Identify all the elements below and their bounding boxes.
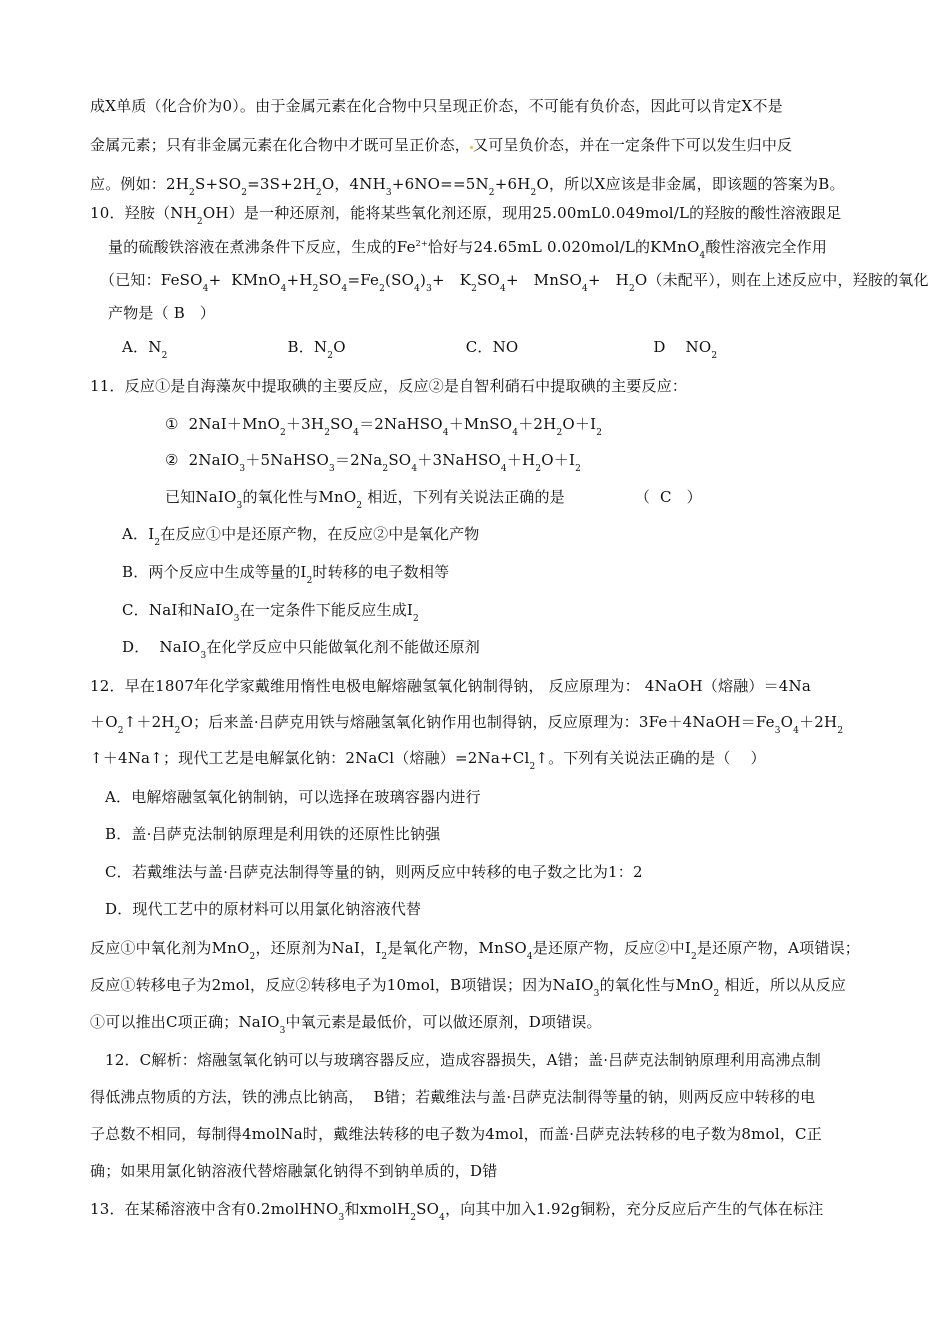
q11-stem: 已知NaIO$_3$的氧化性与MnO$_2$ 相近，下列有关说法正确的是 （ C ）: [165, 488, 702, 511]
q11-option-a: A．$I_2$在反应①中是还原产物，在反应②中是氧化产物: [122, 525, 480, 548]
q11-solution-line-3: ①可以推出C项正确；NaIO$_3$中氧元素是最低价，可以做还原剂，D项错误。: [90, 1013, 602, 1036]
q11-option-c: C．NaI和NaIO$_3$在一定条件下能反应生成$I_2$: [122, 601, 419, 624]
q12-line-1: 12．早在1807年化学家戴维用惰性电极电解熔融氢氧化钠制得钠， 反应原理为： 4NaOH（熔融）＝4Na: [90, 677, 812, 695]
q11-solution-line-1: 反应①中氧化剂为MnO$_2$，还原剂为NaI，$I_2$是氧化产物，MnSO$_4$是还原产物，反应②中$I_2$是还原产物，A项错误；: [90, 939, 860, 962]
q12-option-d: D．现代工艺中的原材料可以用氯化钠溶液代替: [105, 900, 422, 918]
q12-option-b: B．盖·吕萨克法制钠原理是利用铁的还原性比钠强: [105, 825, 441, 843]
q12-solution-line-1: 12．C解析：熔融氢氧化钠可以与玻璃容器反应，造成容器损失，A错；盖·吕萨克法制钠原理利用高沸点制: [105, 1051, 821, 1069]
q12-solution-line-2: 得低沸点物质的方法，铁的沸点比钠高， B错；若戴维法与盖·吕萨克法制得等量的钠，则两反应中转移的电: [90, 1088, 816, 1106]
q11-line-1: 11．反应①是自海藻灰中提取碘的主要反应，反应②是自智利硝石中提取碘的主要反应：: [90, 377, 688, 395]
q11-eq-2: ② $2NaIO_3+5NaHSO_3=2Na_2SO_4+3NaHSO_4+H_2O+I_2$: [165, 451, 582, 474]
q10-line-1: 10．羟胺$(NH_2OH)$是一种还原剂，能将某些氧化剂还原，现用25.00mL0.049mol/L的羟胺的酸性溶液跟足: [90, 204, 842, 227]
q12-option-c: C．若戴维法与盖·吕萨克法制得等量的钠，则两反应中转移的电子数之比为1：2: [105, 863, 643, 881]
text-line-2: 金属元素；只有非金属元素在化合物中才既可呈正价态， 又可呈负价态，并在一定条件下可以发生归中反: [90, 136, 793, 154]
q12-line-2: $+O_2↑+2H_2O$；后来盖·吕萨克用铁与熔融氢氧化钠作用也制得钠，反应原理为：$3Fe+4NaOH=Fe_3O_4+2H_2$: [90, 713, 844, 736]
q12-line-3: ↑＋4Na↑；现代工艺是电解氯化钠：2NaCl（熔融）$=2Na+Cl_2↑$。下列有关说法正确的是（ ）: [90, 749, 766, 772]
q12-solution-line-3: 子总数不相同，每制得4molNa时，戴维法转移的电子数为4mol，而盖·吕萨克法转移的电子数为8mol，C正: [90, 1125, 822, 1143]
q11-eq-1: ① $2NaI+MnO_2+3H_2SO_4=2NaHSO_4+MnSO_4+2H_2O+I_2$: [165, 415, 603, 438]
q10-line-2: 量的硫酸铁溶液在煮沸条件下反应，生成的$Fe^{2+}$恰好与24.65mL 0.020mol/L的KMnO$_4$酸性溶液完全作用: [108, 238, 828, 261]
q10-options: A．$N_2$ B．$N_2O$ C．NO D $NO_2$: [122, 338, 718, 361]
q12-solution-line-4: 确；如果用氯化钠溶液代替熔融氯化钠得不到钠单质的，D错: [90, 1162, 498, 1180]
q10-line-4: 产物是（ B ）: [108, 304, 216, 322]
text-line-1: 成X单质（化合价为0）。由于金属元素在化合物中只呈现正价态，不可能有负价态，因此可以肯定X不是: [90, 97, 783, 115]
q11-option-d: D． NaIO$_3$在化学反应中只能做氧化剂不能做还原剂: [122, 638, 480, 661]
q13-line-1: 13．在某稀溶液中含有0.2molHNO$_3$和$xmolH_2SO_4$，向其中加入1.92g铜粉，充分反应后产生的气体在标注: [90, 1200, 824, 1223]
q11-option-b: B．两个反应中生成等量的$I_2$时转移的电子数相等: [122, 563, 450, 586]
q10-line-3: （已知：FeSO$_4$+ $KMnO_4+H_2SO_4=Fe_2(SO_4)_3+ K_2SO_4+$ MnSO$_4$+ $H_2O$（未配平），则在上述反应中，羟胺的氧化: [100, 271, 929, 294]
q11-solution-line-2: 反应①转移电子为2mol，反应②转移电子为10mol，B项错误；因为NaIO$_3$的氧化性与MnO$_2$ 相近，所以从反应: [90, 976, 847, 999]
text-line-3: 应。例如：$2H_2S+SO_2=3S+2H_2O$，$4NH_3+6NO==5N_2+6H_2O$，所以X应该是非金属，即该题的答案为B。: [90, 175, 845, 198]
q12-option-a: A．电解熔融氢氧化钠制钠，可以选择在玻璃容器内进行: [105, 788, 481, 806]
